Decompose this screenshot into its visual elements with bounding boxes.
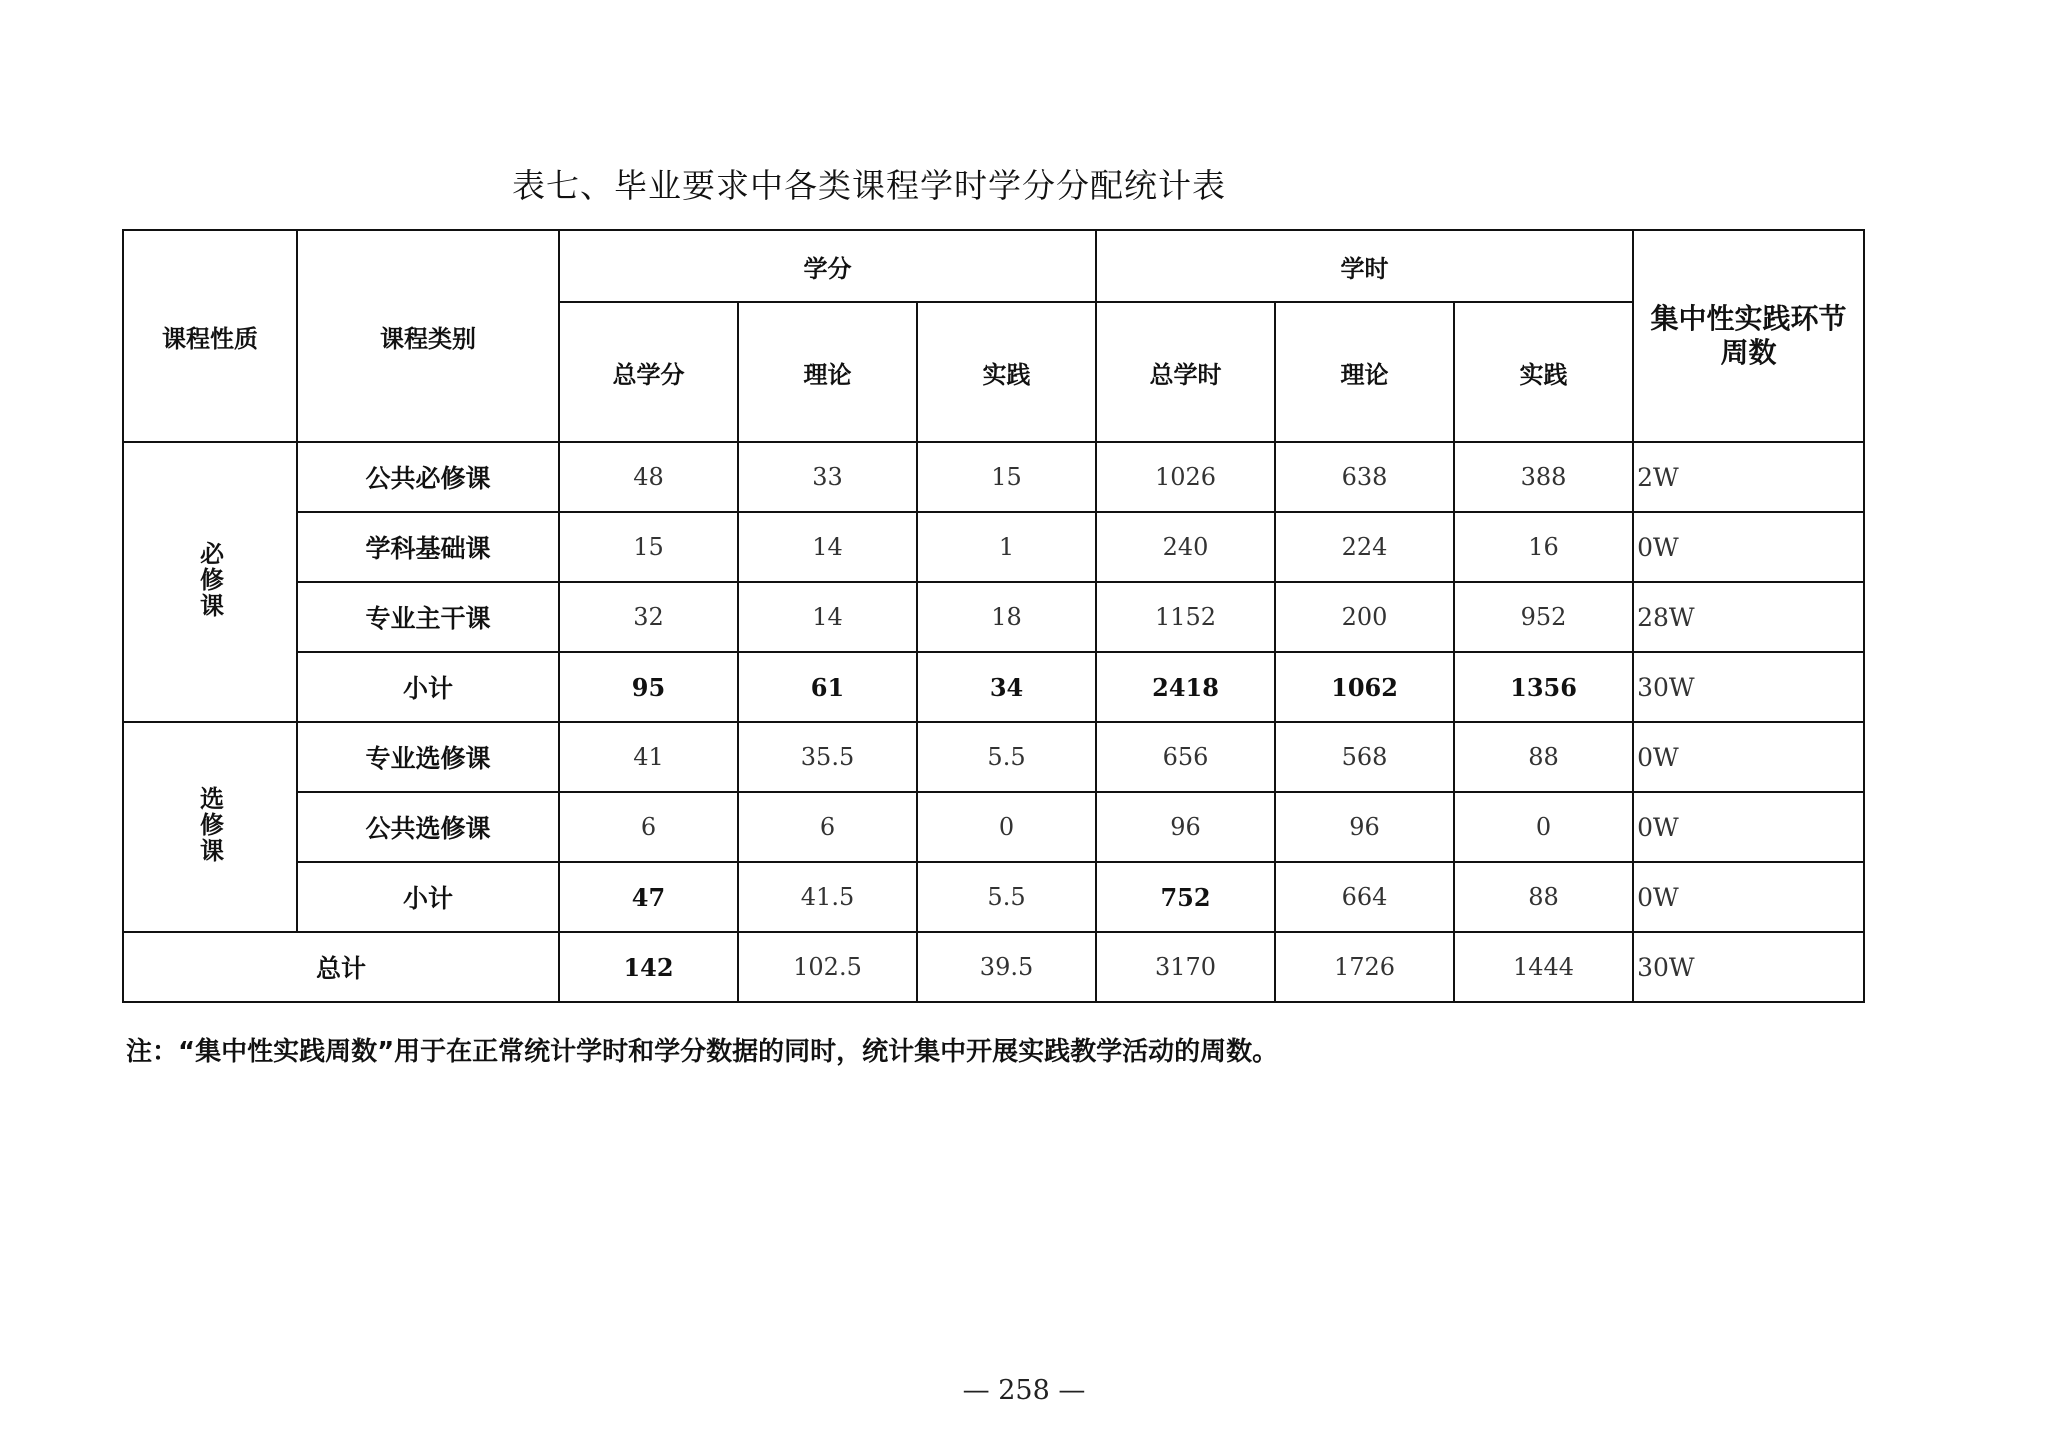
group-required-cell — [123, 442, 297, 722]
row-category: 小计 — [297, 652, 559, 722]
total-theory-credits: 102.5 — [738, 932, 917, 1002]
total-weeks: 30W — [1633, 932, 1864, 1002]
total-theory-hours: 1726 — [1275, 932, 1454, 1002]
cell-practice-hours: 0 — [1454, 792, 1633, 862]
table-row — [123, 442, 1864, 512]
header-practice-credits: 实践 — [917, 302, 1096, 442]
cell-weeks: 0W — [1633, 512, 1864, 582]
group-required: 必修课 — [195, 541, 224, 619]
total-row — [123, 932, 1864, 1002]
cell-practice-hours: 88 — [1454, 722, 1633, 792]
cell-practice-credits: 34 — [917, 652, 1096, 722]
cell-practice-hours: 952 — [1454, 582, 1633, 652]
cell-theory-credits: 33 — [738, 442, 917, 512]
cell-practice-credits: 5.5 — [917, 862, 1096, 932]
cell-total-credits: 41 — [559, 722, 738, 792]
header-total-hours: 总学时 — [1096, 302, 1275, 442]
cell-total-credits: 95 — [559, 652, 738, 722]
cell-theory-hours: 1062 — [1275, 652, 1454, 722]
cell-practice-hours: 1356 — [1454, 652, 1633, 722]
header-credits: 学分 — [559, 230, 1096, 302]
cell-theory-credits: 61 — [738, 652, 917, 722]
total-practice-credits: 39.5 — [917, 932, 1096, 1002]
cell-theory-credits: 41.5 — [738, 862, 917, 932]
group-elective: 选修课 — [195, 786, 224, 864]
header-theory-hours: 理论 — [1275, 302, 1454, 442]
total-hours: 3170 — [1096, 932, 1275, 1002]
cell-theory-credits: 35.5 — [738, 722, 917, 792]
page-number: — 258 — — [962, 1375, 1086, 1406]
header-category: 课程类别 — [297, 230, 559, 442]
cell-weeks: 28W — [1633, 582, 1864, 652]
cell-total-hours: 2418 — [1096, 652, 1275, 722]
cell-practice-hours: 88 — [1454, 862, 1633, 932]
total-credits: 142 — [559, 932, 738, 1002]
table-row — [123, 722, 1864, 792]
cell-total-credits: 15 — [559, 512, 738, 582]
cell-practice-credits: 5.5 — [917, 722, 1096, 792]
header-nature: 课程性质 — [123, 230, 297, 442]
cell-weeks: 0W — [1633, 792, 1864, 862]
header-hours: 学时 — [1096, 230, 1633, 302]
cell-weeks: 2W — [1633, 442, 1864, 512]
group-elective-cell — [123, 722, 297, 932]
cell-theory-credits: 14 — [738, 512, 917, 582]
cell-weeks: 0W — [1633, 862, 1864, 932]
cell-total-hours: 752 — [1096, 862, 1275, 932]
cell-theory-credits: 14 — [738, 582, 917, 652]
cell-theory-hours: 200 — [1275, 582, 1454, 652]
cell-theory-hours: 224 — [1275, 512, 1454, 582]
total-practice-hours: 1444 — [1454, 932, 1633, 1002]
subtotal-row — [123, 652, 1864, 722]
cell-weeks: 0W — [1633, 722, 1864, 792]
cell-theory-hours: 638 — [1275, 442, 1454, 512]
table-row — [123, 512, 1864, 582]
header-row-1 — [123, 230, 1864, 302]
cell-total-hours: 240 — [1096, 512, 1275, 582]
table-row — [123, 792, 1864, 862]
subtotal-row — [123, 862, 1864, 932]
header-theory-credits: 理论 — [738, 302, 917, 442]
header-practice-hours: 实践 — [1454, 302, 1633, 442]
cell-total-hours: 1152 — [1096, 582, 1275, 652]
cell-theory-hours: 96 — [1275, 792, 1454, 862]
cell-practice-hours: 16 — [1454, 512, 1633, 582]
cell-practice-credits: 15 — [917, 442, 1096, 512]
header-weeks-line1: 集中性实践环节 — [1650, 302, 1847, 335]
row-category: 小计 — [297, 862, 559, 932]
header-practice-weeks — [1633, 230, 1864, 442]
cell-theory-hours: 664 — [1275, 862, 1454, 932]
cell-total-hours: 656 — [1096, 722, 1275, 792]
cell-total-hours: 96 — [1096, 792, 1275, 862]
cell-practice-hours: 388 — [1454, 442, 1633, 512]
cell-practice-credits: 0 — [917, 792, 1096, 862]
table-footnote: 注：“集中性实践周数”用于在正常统计学时和学分数据的同时，统计集中开展实践教学活动的周数。 — [126, 1037, 1279, 1067]
cell-total-credits: 48 — [559, 442, 738, 512]
cell-practice-credits: 1 — [917, 512, 1096, 582]
header-total-credits: 总学分 — [559, 302, 738, 442]
cell-practice-credits: 18 — [917, 582, 1096, 652]
cell-total-credits: 32 — [559, 582, 738, 652]
table-title: 表七、毕业要求中各类课程学时学分分配统计表 — [512, 166, 1226, 205]
cell-weeks: 30W — [1633, 652, 1864, 722]
table-row — [123, 582, 1864, 652]
row-category: 公共选修课 — [297, 792, 559, 862]
cell-total-credits: 6 — [559, 792, 738, 862]
credit-hour-table — [122, 229, 1865, 1003]
row-category: 专业主干课 — [297, 582, 559, 652]
row-category: 学科基础课 — [297, 512, 559, 582]
row-category: 专业选修课 — [297, 722, 559, 792]
cell-theory-credits: 6 — [738, 792, 917, 862]
total-label: 总计 — [123, 932, 559, 1002]
header-weeks-line2: 周数 — [1720, 336, 1777, 369]
cell-total-credits: 47 — [559, 862, 738, 932]
cell-total-hours: 1026 — [1096, 442, 1275, 512]
row-category: 公共必修课 — [297, 442, 559, 512]
cell-theory-hours: 568 — [1275, 722, 1454, 792]
